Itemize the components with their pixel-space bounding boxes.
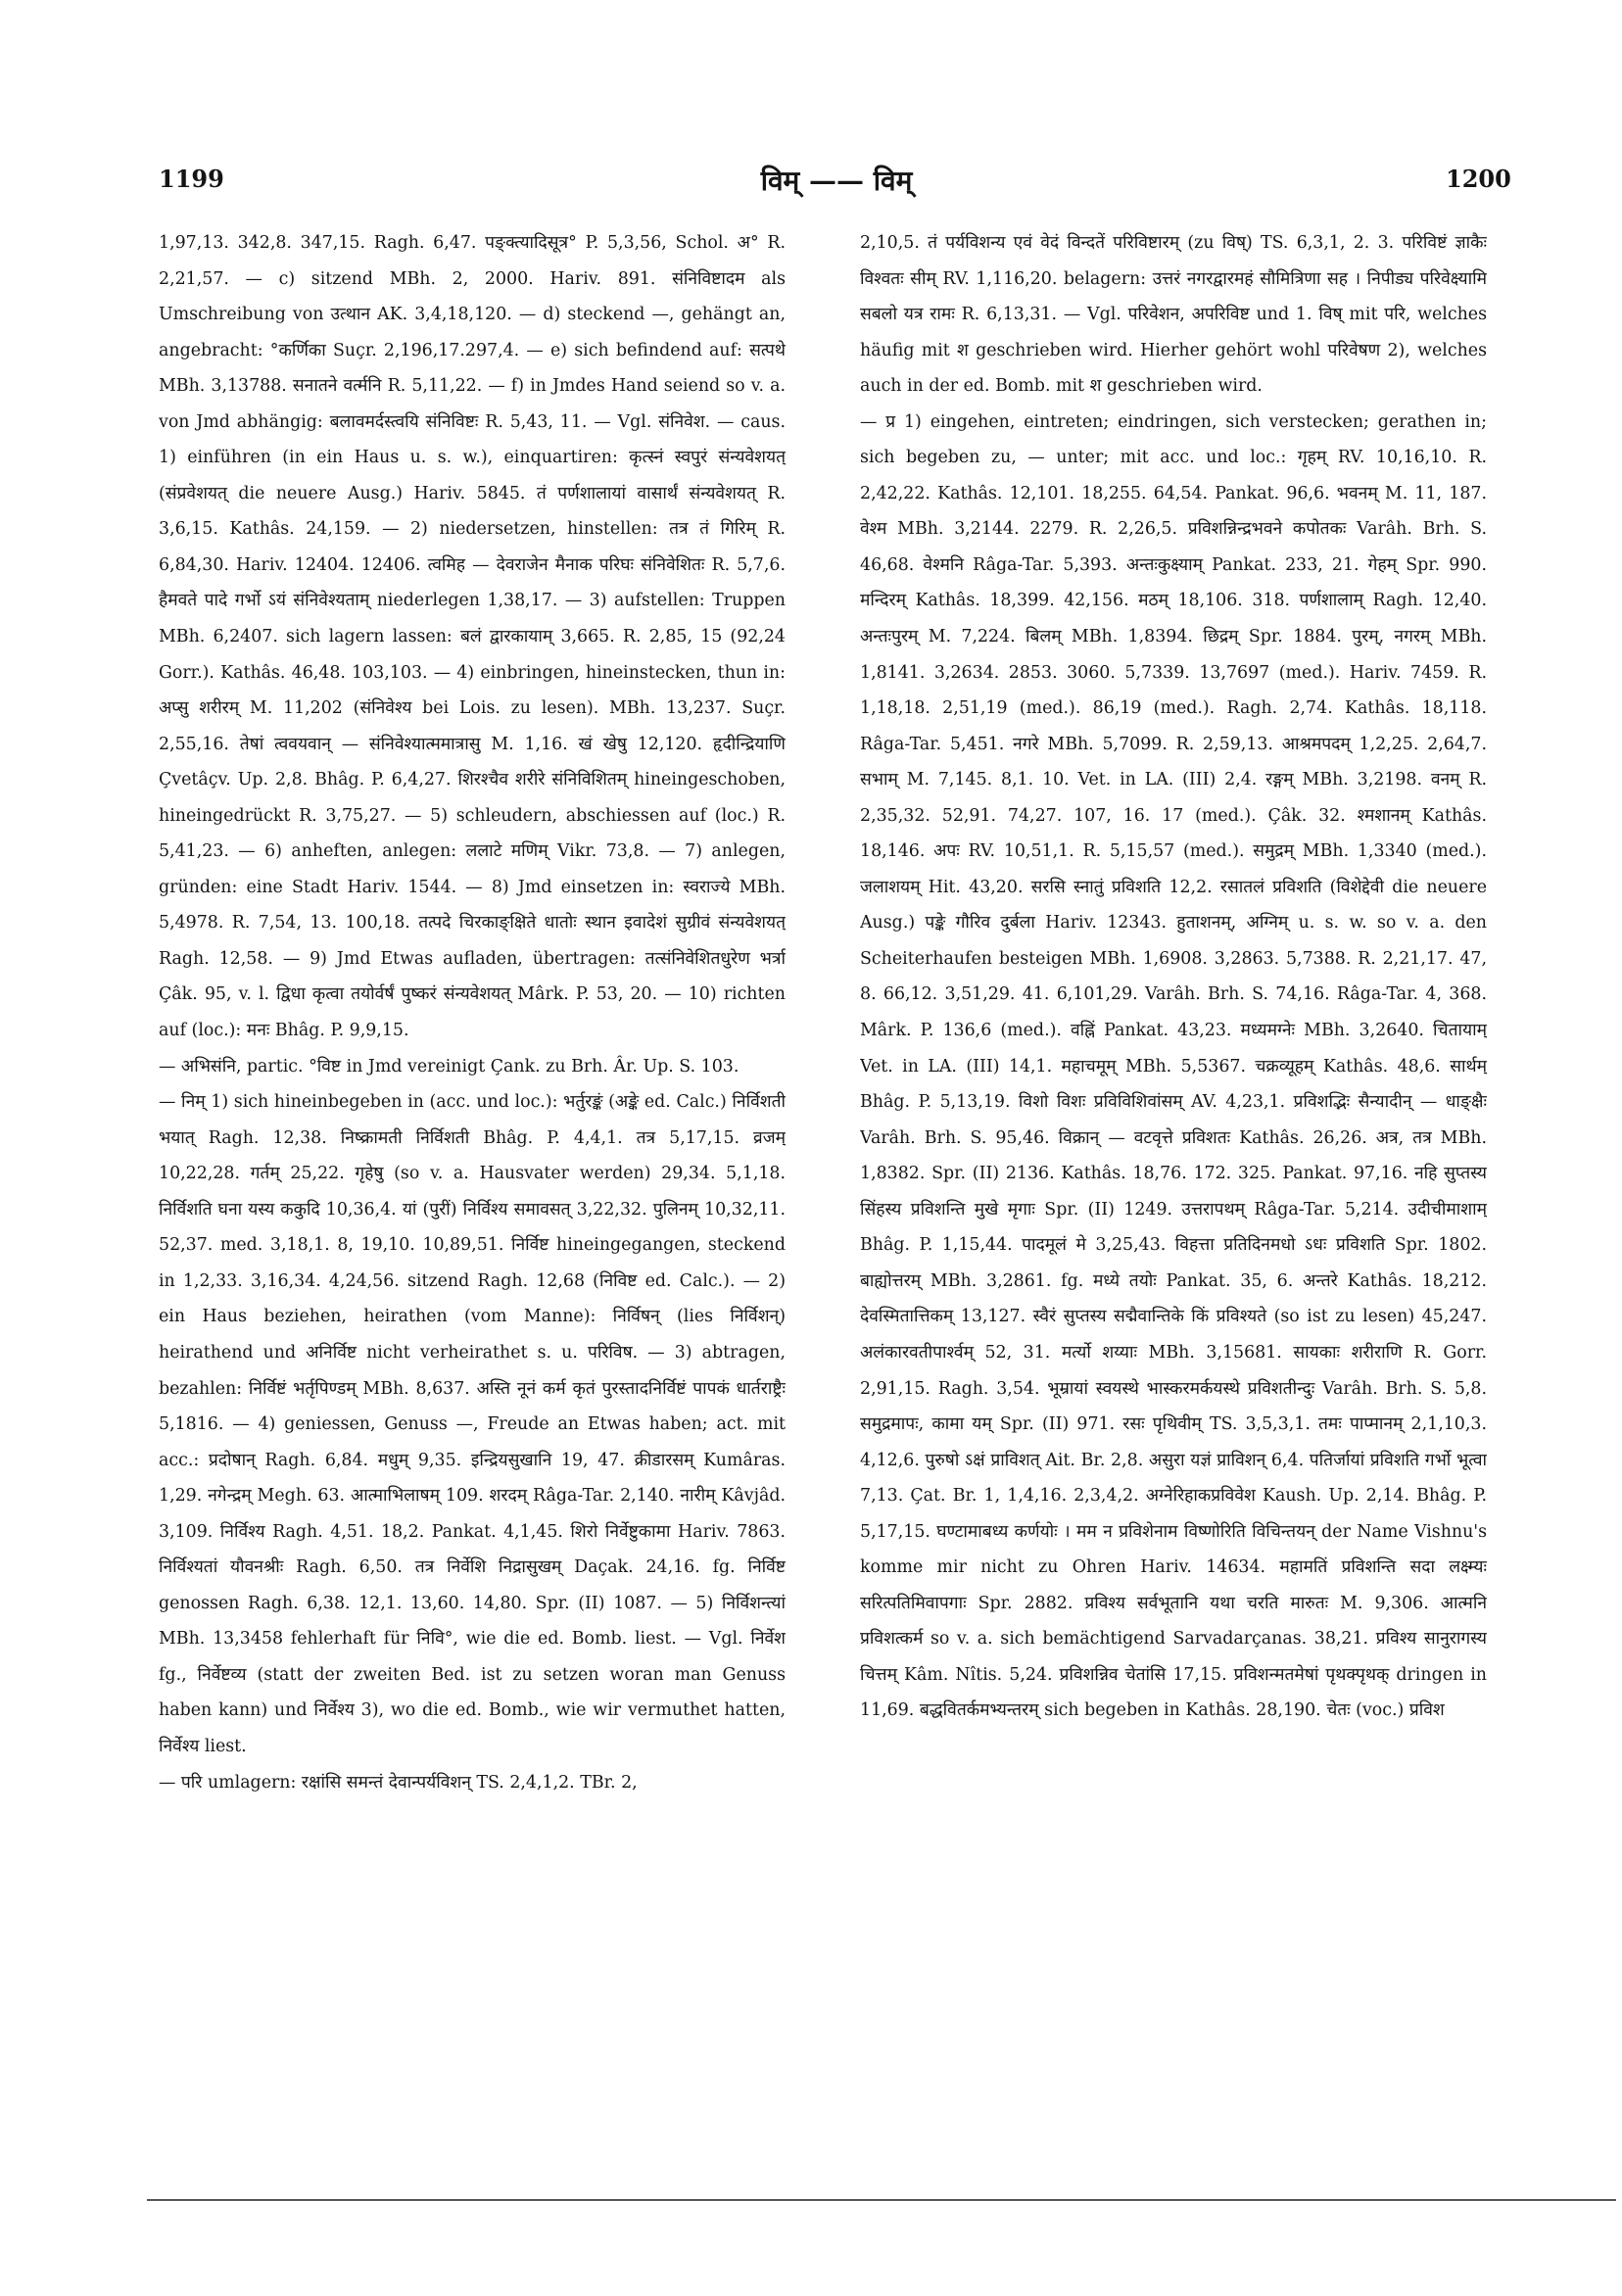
left-entry-paragraph: — अभिसंनि, partic. °विष्ट in Jmd vereinigt Çank. zu Brh. Âr. Up. S. 103. — [159, 1056, 739, 1076]
footer-rule — [147, 2199, 1616, 2201]
left-entry-paragraph: 1,97,13. 342,8. 347,15. Ragh. 6,47. पङ्क्त्यादिसूत्र° P. 5,3,56, Schol. अ° R. 2,21,57. — c) sitzend MBh. 2, 2000. Hariv. 891. संनिविष्टादम als Umschreibung von उत्थान AK. 3,4,18,120. — d) steckend —, gehängt an, angebracht: °कर्णिका Suçr. 2,196,17.297,4. — e) sich befindend auf: सत्पथे MBh. 3,13788. सनातने वर्त्मनि R. 5,11,22. — f) in Jmdes Hand seiend so v. a. von Jmd abhängig: बलावमर्दस्त्वयि संनिविष्टः R. 5,43, 11. — Vgl. संनिवेश. — caus. 1) einführen (in ein Haus u. s. w.), einquartiren: कृत्स्नं स्वपुरं संन्यवेशयत् (संप्रवेशयत् die neuere Ausg.) Hariv. 5845. तं पर्णशालायां वासार्थं संन्यवेशयत् R. 3,6,15. Kathâs. 24,159. — 2) niedersetzen, hinstellen: तत्र तं गिरिम् R. 6,84,30. Hariv. 12404. 12406. त्वमिह — देवराजेन मैनाक परिघः संनिवेशितः R. 5,7,6. हैमवते पादे गर्भो ऽयं संनिवेश्यताम् niederlegen 1,38,17. — 3) aufstellen: Truppen MBh. 6,2407. sich lagern lassen: बलं द्वारकायाम् 3,665. R. 2,85, 15 (92,24 Gorr.). Kathâs. 46,48. 103,103. — 4) einbringen, hineinstecken, thun in: अप्सु शरीरम् M. 11,202 (संनिवेश्य bei Lois. zu lesen). MBh. 13,237. Suçr. 2,55,16. तेषां त्ववयवान् — संनिवेश्यात्ममात्रासु M. 1,16. खं खेषु 12,120. हृदीन्द्रियाणि Çvetâçv. Up. 2,8. Bhâg. P. 6,4,27. शिरश्चैव शरीरे संनिविशितम् hineingeschoben, hineingedrückt R. 3,75,27. — 5) schleudern, abschiessen auf (loc.) R. 5,41,23. — 6) anheften, anlegen: ललाटे मणिम् Vikr. 73,8. — 7) anlegen, gründen: eine Stadt Hariv. 1544. — 8) Jmd einsetzen in: स्वराज्ये MBh. 5,4978. R. 7,54, 13. 100,18. तत्पदे चिरकाङ्क्षिते धातोः स्थान इवादेशं सुग्रीवं संन्यवेशयत् Ragh. 12,58. — 9) Jmd Etwas aufladen, übertragen: तत्संनिवेशितधुरेण भर्त्रा Çâk. 95, v. l. द्विधा कृत्वा तयोर्वर्षं पुष्करं संन्यवेशयत् Mârk. P. 53, 20. — 10) richten auf (loc.): मनः Bhâg. P. 9,9,15. — [159, 233, 786, 1041]
left-column — [159, 225, 786, 2184]
right-column — [860, 225, 1487, 2184]
right-entry-paragraph: 2,10,5. तं पर्यविशन्य एवं वेदं विन्दतें परिविष्टारम् (zu विष्) TS. 6,3,1, 2. 3. परिविष्टं ज्ञाकैः विश्वतः सीम् RV. 1,116,20. belagern: उत्तरं नगरद्वारमहं सौमित्रिणा सह । निपीड्य परिवेक्ष्यामि सबलो यत्र रामः R. 6,13,31. — Vgl. परिवेशन, अपरिविष्ट und 1. विष् mit परि, welches häufig mit श geschrieben wird. Hierher gehört wohl परिवेषण 2), welches auch in der ed. Bomb. mit श geschrieben wird. — [860, 233, 1487, 397]
right-entry-paragraph: — प्र 1) eingehen, eintreten; eindringen, sich verstecken; gerathen in; sich begeben zu, — unter; mit acc. und loc.: गृहम् RV. 10,16,10. R. 2,42,22. Kathâs. 12,101. 18,255. 64,54. Pankat. 96,6. भवनम् M. 11, 187. वेश्म MBh. 3,2144. 2279. R. 2,26,5. प्रविशन्निन्द्रभवने कपोतकः Varâh. Brh. S. 46,68. वेश्मनि Râga-Tar. 5,393. अन्तःकुक्ष्याम् Pankat. 233, 21. गेहम् Spr. 990. मन्दिरम् Kathâs. 18,399. 42,156. मठम् 18,106. 318. पर्णशालाम् Ragh. 12,40. अन्तःपुरम् M. 7,224. बिलम् MBh. 1,8394. छिद्रम् Spr. 1884. पुरम्, नगरम् MBh. 1,8141. 3,2634. 2853. 3060. 5,7339. 13,7697 (med.). Hariv. 7459. R. 1,18,18. 2,51,19 (med.). 86,19 (med.). Ragh. 2,74. Kathâs. 18,118. Râga-Tar. 5,451. नगरे MBh. 5,7099. R. 2,59,13. आश्रमपदम् 1,2,25. 2,64,7. सभाम् M. 7,145. 8,1. 10. Vet. in LA. (III) 2,4. रङ्गम् MBh. 3,2198. वनम् R. 2,35,32. 52,91. 74,27. 107, 16. 17 (med.). Çâk. 32. श्मशानम् Kathâs. 18,146. अपः RV. 10,51,1. R. 5,15,57 (med.). समुद्रम् MBh. 1,3340 (med.). जलाशयम् Hit. 43,20. सरसि स्नातुं प्रविशति 12,2. रसातलं प्रविशति (विशेद्देवी die neuere Ausg.) पङ्के गौरिव दुर्बला Hariv. 12343. हुताशनम्, अग्निम् u. s. w. so v. a. den Scheiterhaufen besteigen MBh. 1,6908. 3,2863. 5,7388. R. 2,21,17. 47, 8. 66,12. 3,51,29. 41. 6,101,29. Varâh. Brh. S. 74,16. Râga-Tar. 4, 368. Mârk. P. 136,6 (med.). वह्निं Pankat. 43,23. मध्यमग्नेः MBh. 3,2640. चितायाम् Vet. in LA. (III) 14,1. महाचमूम् MBh. 5,5367. चक्रव्यूहम् Kathâs. 48,6. सार्थम् Bhâg. P. 5,13,19. विशो विशः प्रविविशिवांसम् AV. 4,23,1. प्रविशद्भिः सैन्यादीन् — धाङ्क्षैः Varâh. Brh. S. 95,46. विक्रान् — वटवृत्ते प्रविशतः Kathâs. 26,26. अत्र, तत्र MBh. 1,8382. Spr. (II) 2136. Kathâs. 18,76. 172. 325. Pankat. 97,16. नहि सुप्तस्य सिंहस्य प्रविशन्ति मुखे मृगाः Spr. (II) 1249. उत्तरापथम् Râga-Tar. 5,214. उदीचीमाशाम् Bhâg. P. 1,15,44. पादमूलं मे 3,25,43. विहत्ता प्रतिदिनमधो ऽधः प्रविशति Spr. 1802. बाह्योत्तरम् MBh. 3,2861. fg. मध्ये तयोः Pankat. 35, 6. अन्तरे Kathâs. 18,212. देवस्मितात्तिकम् 13,127. स्वैरं सुप्तस्य सद्मैवान्तिके किं प्रविश्यते (so ist zu lesen) 45,247. अलंकारवतीपार्श्वम् 52, 31. मर्त्यो शय्याः MBh. 3,15681. सायकाः शरीराणि R. Gorr. 2,91,15. Ragh. 3,54. भूम्रायां स्वयस्थे भास्करमर्कयस्थे प्रविशतीन्दुः Varâh. Brh. S. 5,8. समुद्रमापः, कामा यम् Spr. (II) 971. रसः पृथिवीम् TS. 3,5,3,1. तमः पाप्मानम् 2,1,10,3. 4,12,6. पुरुषो ऽक्षं प्राविशत् Ait. Br. 2,8. असुरा यज्ञं प्राविशन् 6,4. पतिर्जायां प्रविशति गर्भो भूत्वा 7,13. Çat. Br. 1, 1,4,16. 2,3,4,2. अग्नेरिहाकप्रविवेश Kaush. Up. 2,14. Bhâg. P. 5,17,15. घण्टामाबध्य कर्णयोः । मम न प्रविशेनाम विष्णोरिति विचिन्तयन् der Name Vishnu's komme mir nicht zu Ohren Hariv. 14634. महामतिं प्रविशन्ति सदा लक्ष्म्यः सरित्पतिमिवापगाः Spr. 2882. प्रविश्य सर्वभूतानि यथा चरति मारुतः M. 9,306. आत्मनि प्रविशत्कर्म so v. a. sich bemächtigend Sarvadarçanas. 38,21. प्रविश्य सानुरागस्य चित्तम् Kâm. Nîtis. 5,24. प्रविशन्निव चेतांसि 17,15. प्रविशन्मतमेषां पृथक्पृथक् dringen in 11,69. बद्धवितर्कमभ्यन्तरम् sich begeben in Kathâs. 28,190. चेतः (voc.) प्रविश — [860, 411, 1487, 1721]
running-headword: विम् —— विम् — [760, 165, 913, 197]
left-entry-paragraph: — निम् 1) sich hineinbegeben in (acc. und loc.): भर्तुरङ्कं (अङ्के ed. Calc.) निर्विशती भयात् Ragh. 12,38. निष्क्रामती निर्विशती Bhâg. P. 4,4,1. तत्र 5,17,15. व्रजम् 10,22,28. गर्तम् 25,22. गृहेषु (so v. a. Hausvater werden) 29,34. 5,1,18. निर्विशति घना यस्य ककुदि 10,36,4. यां (पुरीं) निर्विश्य समावसत् 3,22,32. पुलिनम् 10,32,11. 52,37. med. 3,18,1. 8, 19,10. 10,89,51. निर्विष्ट hineingegangen, steckend in 1,2,33. 3,16,34. 4,24,56. sitzend Ragh. 12,68 (निविष्ट ed. Calc.). — 2) ein Haus beziehen, heirathen (vom Manne): निर्विषन् (lies निर्विशन्) heirathend und अनिर्विष्ट nicht verheirathet s. u. परिविष. — 3) abtragen, bezahlen: निर्विष्टं भर्तृपिण्डम् MBh. 8,637. अस्ति नूनं कर्म कृतं पुरस्तादनिर्विष्टं पापकं धार्तराष्ट्रैः 5,1816. — 4) geniessen, Genuss —, Freude an Etwas haben; act. mit acc.: प्रदोषान् Ragh. 6,84. मधुम् 9,35. इन्द्रियसुखानि 19, 47. क्रीडारसम् Kumâras. 1,29. नगेन्द्रम् Megh. 63. आत्माभिलाषम् 109. शरदम् Râga-Tar. 2,140. नारीम् Kâvjâd. 3,109. निर्विश्य Ragh. 4,51. 18,2. Pankat. 4,1,45. शिरो निर्वेष्टुकामा Hariv. 7863. निर्विश्यतां यौवनश्रीः Ragh. 6,50. तत्र निर्वेशि निद्रासुखम् Daçak. 24,16. fg. निर्विष्ट genossen Ragh. 6,38. 12,1. 13,60. 14,80. Spr. (II) 1087. — 5) निर्विशन्त्यां MBh. 13,3458 fehlerhaft für निवि°, wie die ed. Bomb. liest. — Vgl. निर्वेश fg., निर्वेष्टव्य (statt der zweiten Bed. ist zu setzen woran man Genuss haben kann) und निर्वेश्य 3), wo die ed. Bomb., wie wir vermuthet hatten, निर्वेश्य liest. — [159, 1092, 786, 1756]
left-entry-paragraph: — परि umlagern: रक्षांसि समन्तं देवान्पर्यविशन् TS. 2,4,1,2. TBr. 2, — [159, 1772, 638, 1793]
right-page-number: 1200 — [1446, 165, 1511, 193]
left-page-number: 1199 — [159, 165, 224, 193]
